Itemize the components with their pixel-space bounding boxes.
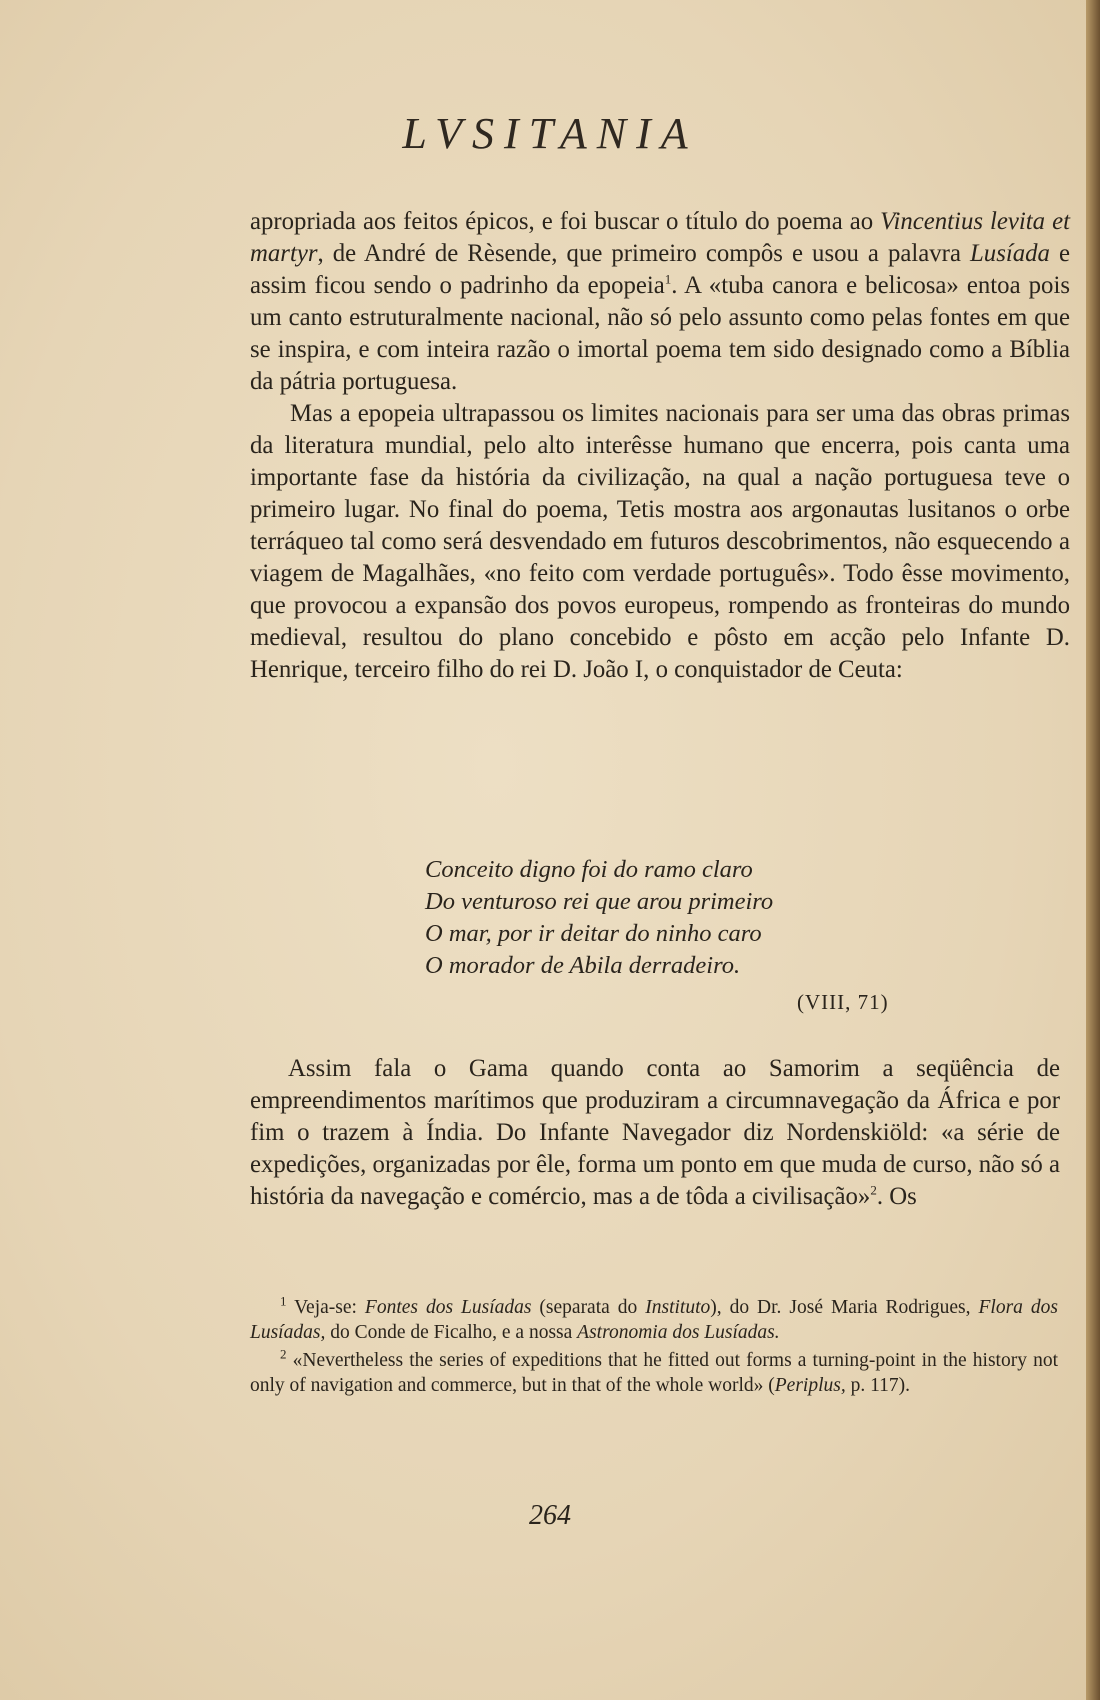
fn1-italic-3: Flora dos Lusíadas,	[250, 1297, 1058, 1343]
footnote-1	[250, 1295, 1058, 1345]
footnote-ref-2[interactable]: 2	[870, 1182, 877, 1198]
verse-line: O morador de Abila derradeiro.	[425, 952, 741, 979]
fn1-text-1: Veja-se:	[294, 1297, 365, 1318]
fn1-text-3: ), do Dr. José Maria Rodrigues,	[710, 1297, 979, 1318]
footnotes	[250, 1295, 1058, 1401]
footnote-ref-1[interactable]: 1	[664, 271, 672, 287]
paragraph-1	[250, 206, 1070, 398]
para3-text-1: Assim fala o Gama quando conta ao Samorim a seqüência de empreendimentos marítimos que produziram a circumnavegação da África e por fim o trazem à Índia. Do Infante Navegador diz Nordenskiöld: «a série de expedições, organizadas por êle, forma um ponto em que muda de curso, não só a história da navegação e comércio, mas a de tôda a civilisação»	[250, 1055, 1061, 1210]
fn1-italic-4: Astronomia dos Lusíadas.	[577, 1322, 780, 1343]
verse-line: O mar, por ir deitar do ninho caro	[425, 920, 762, 947]
verse-reference: (VIII, 71)	[797, 990, 889, 1014]
fn2-text-2: p. 117).	[845, 1375, 910, 1396]
para1-text-2: , de André de Rèsende, que primeiro compôs e usou a palavra	[317, 240, 970, 267]
footnote-1-number: 1	[280, 1293, 287, 1309]
paragraph-3	[250, 1053, 1060, 1213]
page-number: 264	[529, 1500, 571, 1531]
para1-text-4: . A «tuba canora e belicosa» entoa pois um canto estruturalmente nacional, não só pelo assunto como pelas fontes em que se inspira, e com inteira razão o imortal poema tem sido designado como a Bíblia da pátria portuguesa.	[250, 272, 1071, 395]
verse-line: Conceito digno foi do ramo claro	[425, 856, 753, 883]
running-head: LVSITANIA	[402, 109, 698, 158]
fn1-italic-2: Instituto	[645, 1297, 711, 1318]
para1-text-1: apropriada aos feitos épicos, e foi buscar o título do poema ao	[250, 208, 881, 235]
para1-text-3: e assim ficou sendo o padrinho da epopeia	[250, 240, 1070, 299]
para1-italic-word: Lusíada	[970, 240, 1050, 267]
para1-italic-title: Vincentius levita et martyr	[250, 208, 1070, 267]
main-text	[250, 206, 1070, 686]
footnote-2	[250, 1348, 1058, 1398]
para3-text-2: . Os	[876, 1183, 917, 1210]
verse-quote	[425, 854, 905, 982]
fn1-italic-1: Fontes dos Lusíadas	[364, 1297, 532, 1318]
footnote-2-number: 2	[280, 1346, 287, 1362]
fn2-text-1: «Nevertheless the series of expeditions that he fitted out forms a turning-point in the history not only of navigation and commerce, but in that of the whole world» (	[250, 1350, 1058, 1396]
fn1-text-2: (separata do	[531, 1297, 646, 1318]
fn2-italic-1: Periplus,	[774, 1375, 846, 1396]
paragraph-2: Mas a epopeia ultrapassou os limites nacionais para ser uma das obras primas da literatura mundial, pelo alto interêsse humano que encerra, pois canta uma importante fase da história da civilização, na qual a nação portuguesa teve o primeiro lugar. No final do poema, Tetis mostra aos argonautas lusitanos o orbe terráqueo tal como será desvendado em futuros descobrimentos, não esquecendo a viagem de Magalhães, «no feito com verdade português». Todo êsse movimento, que provocou a expansão dos povos europeus, rompendo as fronteiras do mundo medieval, resultou do plano concebido e pôsto em acção pelo Infante D. Henrique, terceiro filho do rei D. João I, o conquistador de Ceuta:	[250, 400, 1070, 683]
verse-line: Do venturoso rei que arou primeiro	[425, 888, 774, 915]
page-edge	[1086, 0, 1100, 1700]
fn1-text-4: do Conde de Ficalho, e a nossa	[325, 1322, 578, 1343]
